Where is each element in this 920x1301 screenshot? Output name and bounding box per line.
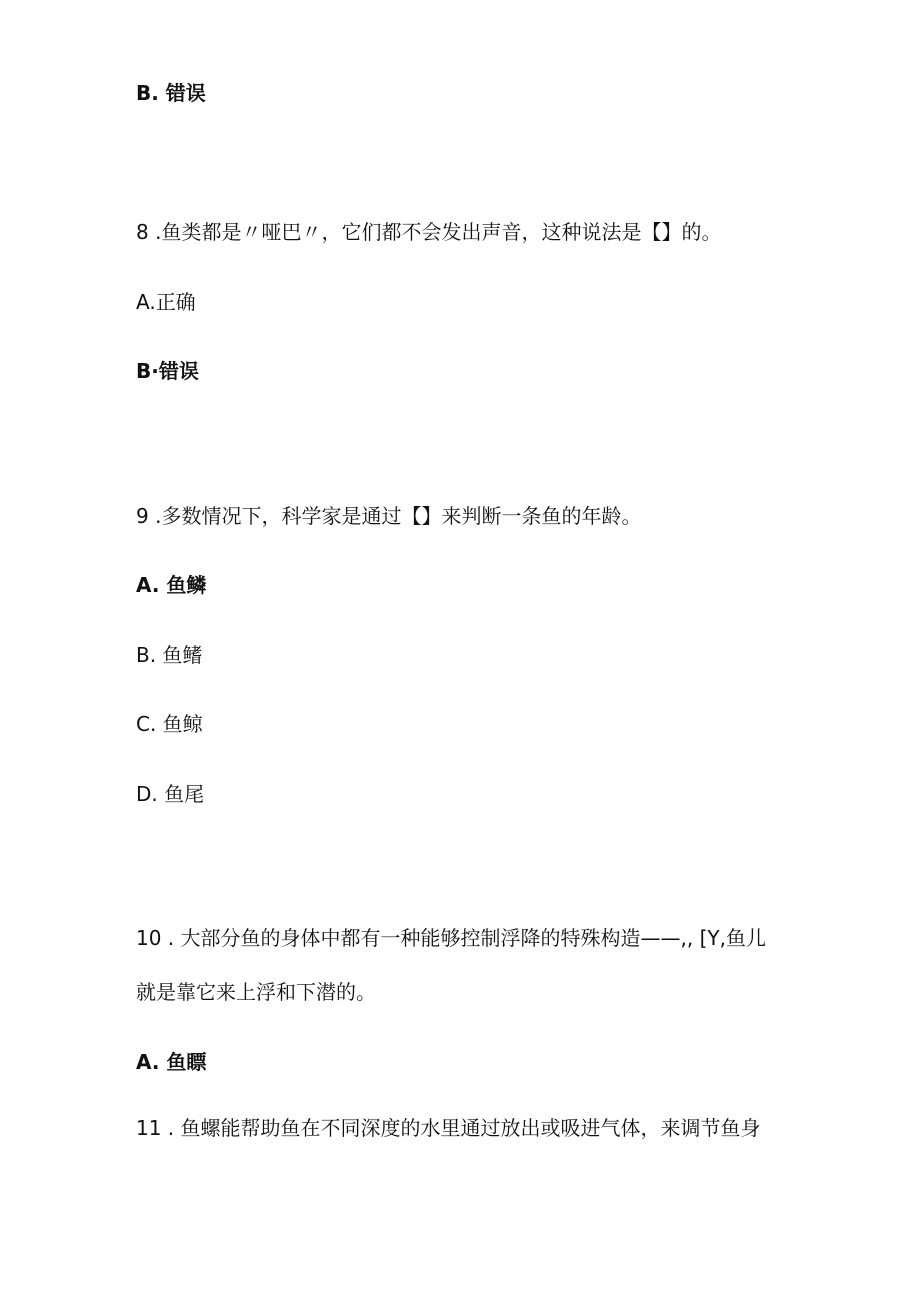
question-10-line-1: 10 . 大部分鱼的身体中都有一种能够控制浮降的特殊构造——,, [Y,鱼儿 xyxy=(136,926,766,950)
option-a-q10: A. 鱼瞟 xyxy=(136,1050,207,1074)
option-c-q9: C. 鱼鲸 xyxy=(136,712,203,736)
option-b-q7: B. 错误 xyxy=(136,81,206,105)
question-10-line-2: 就是靠它来上浮和下潜的。 xyxy=(136,980,376,1004)
option-a-q9: A. 鱼鳞 xyxy=(136,573,207,597)
question-9: 9 .多数情况下，科学家是通过【】来判断一条鱼的年龄。 xyxy=(136,504,642,528)
option-a-q8: A.正确 xyxy=(136,290,196,314)
option-b-q9: B. 鱼鳍 xyxy=(136,643,203,667)
question-8: 8 .鱼类都是〃哑巴〃，它们都不会发出声音，这种说法是【】的。 xyxy=(136,220,722,244)
question-11-line-1: 11 . 鱼螺能帮助鱼在不同深度的水里通过放出或吸进气体，来调节鱼身 xyxy=(136,1116,761,1140)
option-b-q8: B·错误 xyxy=(136,359,199,383)
option-d-q9: D. 鱼尾 xyxy=(136,782,205,806)
